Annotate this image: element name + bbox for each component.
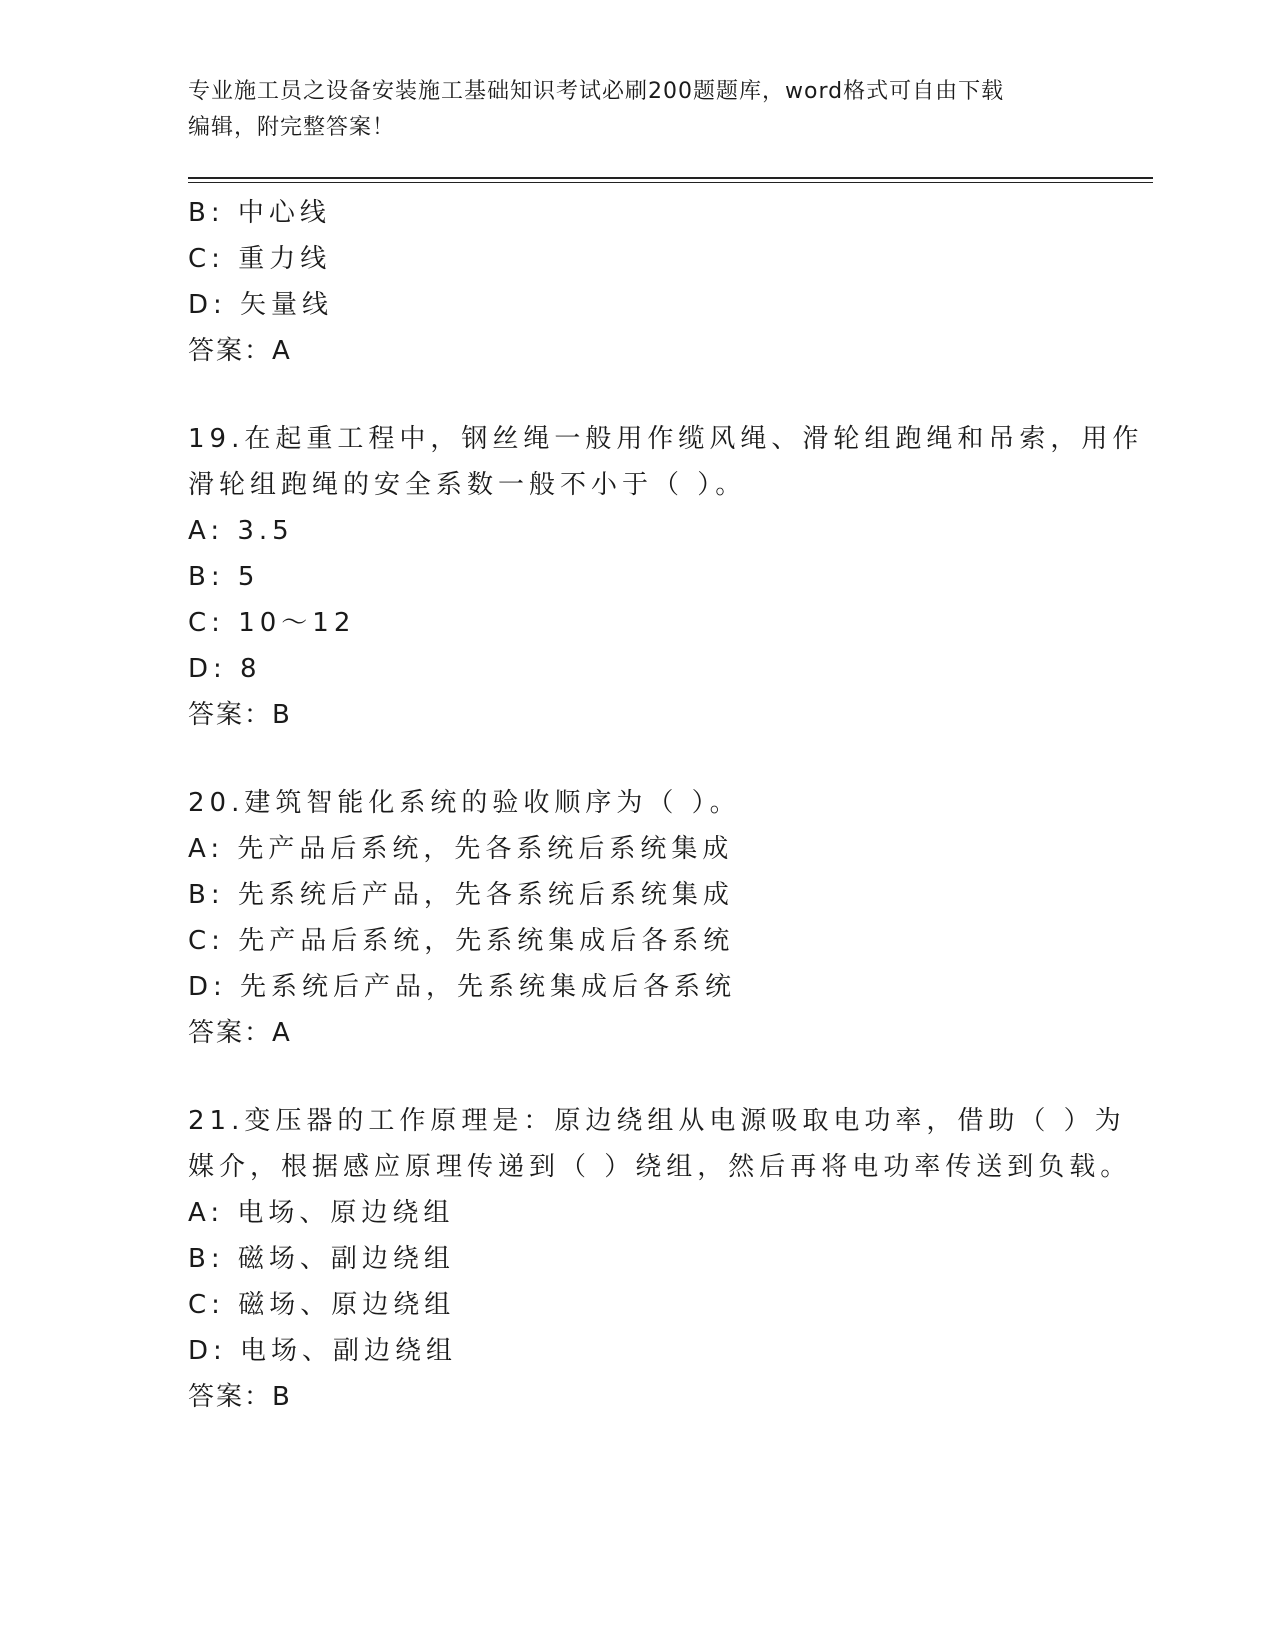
option-d: D: 电场、副边绕组 [188,1336,458,1366]
option-b: B: 5 [188,562,260,592]
question-18-continued [188,190,1088,374]
option-d: D: 矢量线 [188,290,334,320]
option-b: B: 先系统后产品，先各系统后系统集成 [188,880,734,910]
option-d: D: 8 [188,654,262,684]
option-b: B: 磁场、副边绕组 [188,1244,455,1274]
option-a: A: 3.5 [188,516,294,546]
answer-line: 答案：A [188,336,292,366]
answer-line: 答案：B [188,700,292,730]
option-c: C: 重力线 [188,244,332,274]
question-stem-line-1: 19.在起重工程中，钢丝绳一般用作缆风绳、滑轮组跑绳和吊索，用作 [188,424,1144,454]
question-stem-line-2: 滑轮组跑绳的安全系数一般不小于（ ）。 [188,470,747,500]
answer-line: 答案：B [188,1382,292,1412]
question-stem-line-2: 媒介，根据感应原理传递到（ ）绕组，然后再将电功率传送到负载。 [188,1152,1132,1182]
option-c: C: 磁场、原边绕组 [188,1290,456,1320]
question-stem-line-1: 20.建筑智能化系统的验收顺序为（ ）。 [188,788,741,818]
option-b: B: 中心线 [188,198,331,228]
header-divider-thin [188,182,1153,183]
question-stem-line-1: 21.变压器的工作原理是：原边绕组从电源吸取电功率，借助（ ）为 [188,1106,1126,1136]
document-header [188,74,1088,146]
answer-line: 答案：A [188,1018,292,1048]
option-a: A: 电场、原边绕组 [188,1198,455,1228]
question-20 [188,780,1088,1056]
question-list [188,190,1144,1420]
option-c: C: 先产品后系统，先系统集成后各系统 [188,926,735,956]
option-a: A: 先产品后系统，先各系统后系统集成 [188,834,734,864]
question-21 [188,1098,1132,1420]
option-c: C: 10～12 [188,608,356,638]
option-d: D: 先系统后产品，先系统集成后各系统 [188,972,737,1002]
header-title-line-2: 编辑，附完整答案！ [188,115,396,140]
header-divider-thick [188,177,1153,179]
header-title-line-1: 专业施工员之设备安装施工基础知识考试必刷200题题库，word格式可自由下载 [188,79,1005,104]
question-19 [188,416,1144,738]
